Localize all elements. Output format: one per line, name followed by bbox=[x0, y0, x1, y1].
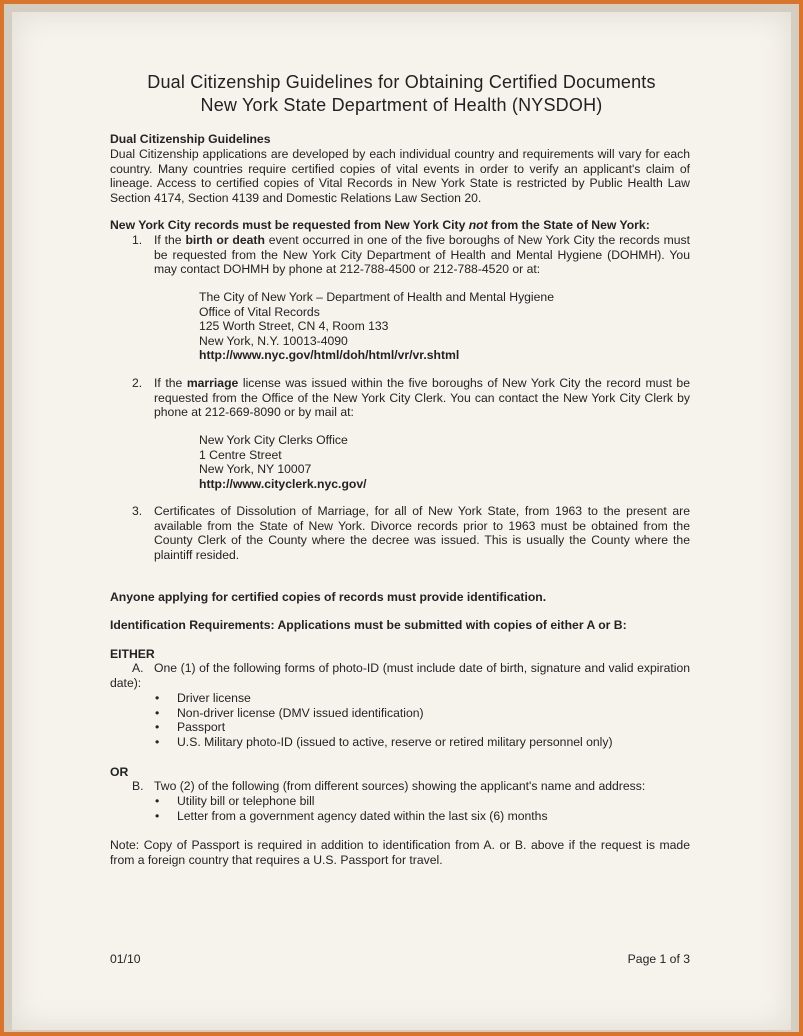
item-3-text: Certificates of Dissolution of Marriage, for all of New York State, from 1963 to the present are available from the State of New York. Divorce records prior to 1963 must be obtained from the County Clerk of the County where the decree was issued. This is usually the County where the plaintiff resided. bbox=[154, 504, 690, 562]
address-line: 125 Worth Street, CN 4, Room 133 bbox=[199, 319, 389, 334]
dohmh-address bbox=[199, 290, 554, 363]
title-line-2: New York State Department of Health (NYSDOH) bbox=[200, 95, 603, 115]
nyc-heading: New York City records must be requested from New York City not from the State of New York: bbox=[110, 218, 650, 232]
address-line: The City of New York – Department of Health and Mental Hygiene bbox=[199, 290, 554, 304]
title-line-1: Dual Citizenship Guidelines for Obtaining Certified Documents bbox=[147, 72, 656, 92]
option-a-label: A. bbox=[132, 661, 144, 675]
list-item: • Utility bill or telephone bill bbox=[177, 794, 548, 809]
option-a-text: One (1) of the following forms of photo-ID (must include date of birth, signature and valid expiration date): bbox=[110, 661, 690, 690]
footer-page-number: Page 1 of 3 bbox=[627, 952, 690, 966]
either-label: EITHER bbox=[110, 647, 155, 661]
or-label: OR bbox=[110, 765, 129, 779]
section-body: Dual Citizenship applications are developed by each individual country and requirements will vary for each country. Many countries require certified copies of vital events in order to verify an applicant's claim of lineage. Access to certified copies of Vital Records in New York State is restricted by Public Health Law Section 4174, Section 4139 and Domestic Relations Law Section 20. bbox=[110, 147, 690, 205]
option-b-text: Two (2) of the following (from different sources) showing the applicant's name and address: bbox=[154, 779, 646, 793]
list-item: • Letter from a government agency dated within the last six (6) months bbox=[177, 809, 548, 824]
address-line: New York, N.Y. 10013-4090 bbox=[199, 333, 348, 348]
option-b-label: B. bbox=[132, 779, 144, 793]
list-item: • Non-driver license (DMV issued identification) bbox=[177, 706, 613, 721]
address-line: Office of Vital Records bbox=[199, 304, 320, 319]
list-item: • U.S. Military photo-ID (issued to active, reserve or retired military personnel only) bbox=[177, 735, 613, 750]
item-1-number: 1. bbox=[132, 233, 143, 247]
list-item: • Passport bbox=[177, 720, 613, 735]
address-line: New York City Clerks Office bbox=[199, 433, 348, 447]
item-3-number: 3. bbox=[132, 504, 143, 518]
clerk-url-link[interactable]: http://www.cityclerk.nyc.gov/ bbox=[199, 476, 367, 491]
footer-date: 01/10 bbox=[110, 952, 141, 966]
identification-notice: Anyone applying for certified copies of records must provide identification. bbox=[110, 590, 547, 604]
section-heading: Dual Citizenship Guidelines bbox=[110, 132, 271, 146]
document-page bbox=[12, 12, 791, 1030]
identification-requirements: Identification Requirements: Applications must be submitted with copies of either A or B: bbox=[110, 618, 627, 632]
passport-note: Note: Copy of Passport is required in addition to identification from A. or B. above if the request is made from a foreign country that requires a U.S. Passport for travel. bbox=[110, 838, 690, 867]
item-2-text: If the marriage license was issued within the five boroughs of New York City the record must be requested from the Office of the New York City Clerk. You can contact the New York City Clerk by phone at 212-669-8090 or by mail at: bbox=[154, 376, 690, 420]
item-2-number: 2. bbox=[132, 376, 143, 390]
address-line: 1 Centre Street bbox=[199, 447, 282, 462]
item-1-text: If the birth or death event occurred in one of the five boroughs of New York City the records must be requested from the New York City Department of Health and Mental Hygiene (DOHMH). You may contact DOHMH by phone at 212-788-4500 or 212-788-4520 or at: bbox=[154, 233, 690, 277]
address-line: New York, NY 10007 bbox=[199, 462, 312, 477]
dohmh-url-link[interactable]: http://www.nyc.gov/html/doh/html/vr/vr.shtml bbox=[199, 348, 460, 363]
option-b-list bbox=[177, 794, 548, 823]
list-item: • Driver license bbox=[177, 691, 613, 706]
option-a-list bbox=[177, 691, 613, 749]
clerk-address bbox=[199, 433, 367, 491]
